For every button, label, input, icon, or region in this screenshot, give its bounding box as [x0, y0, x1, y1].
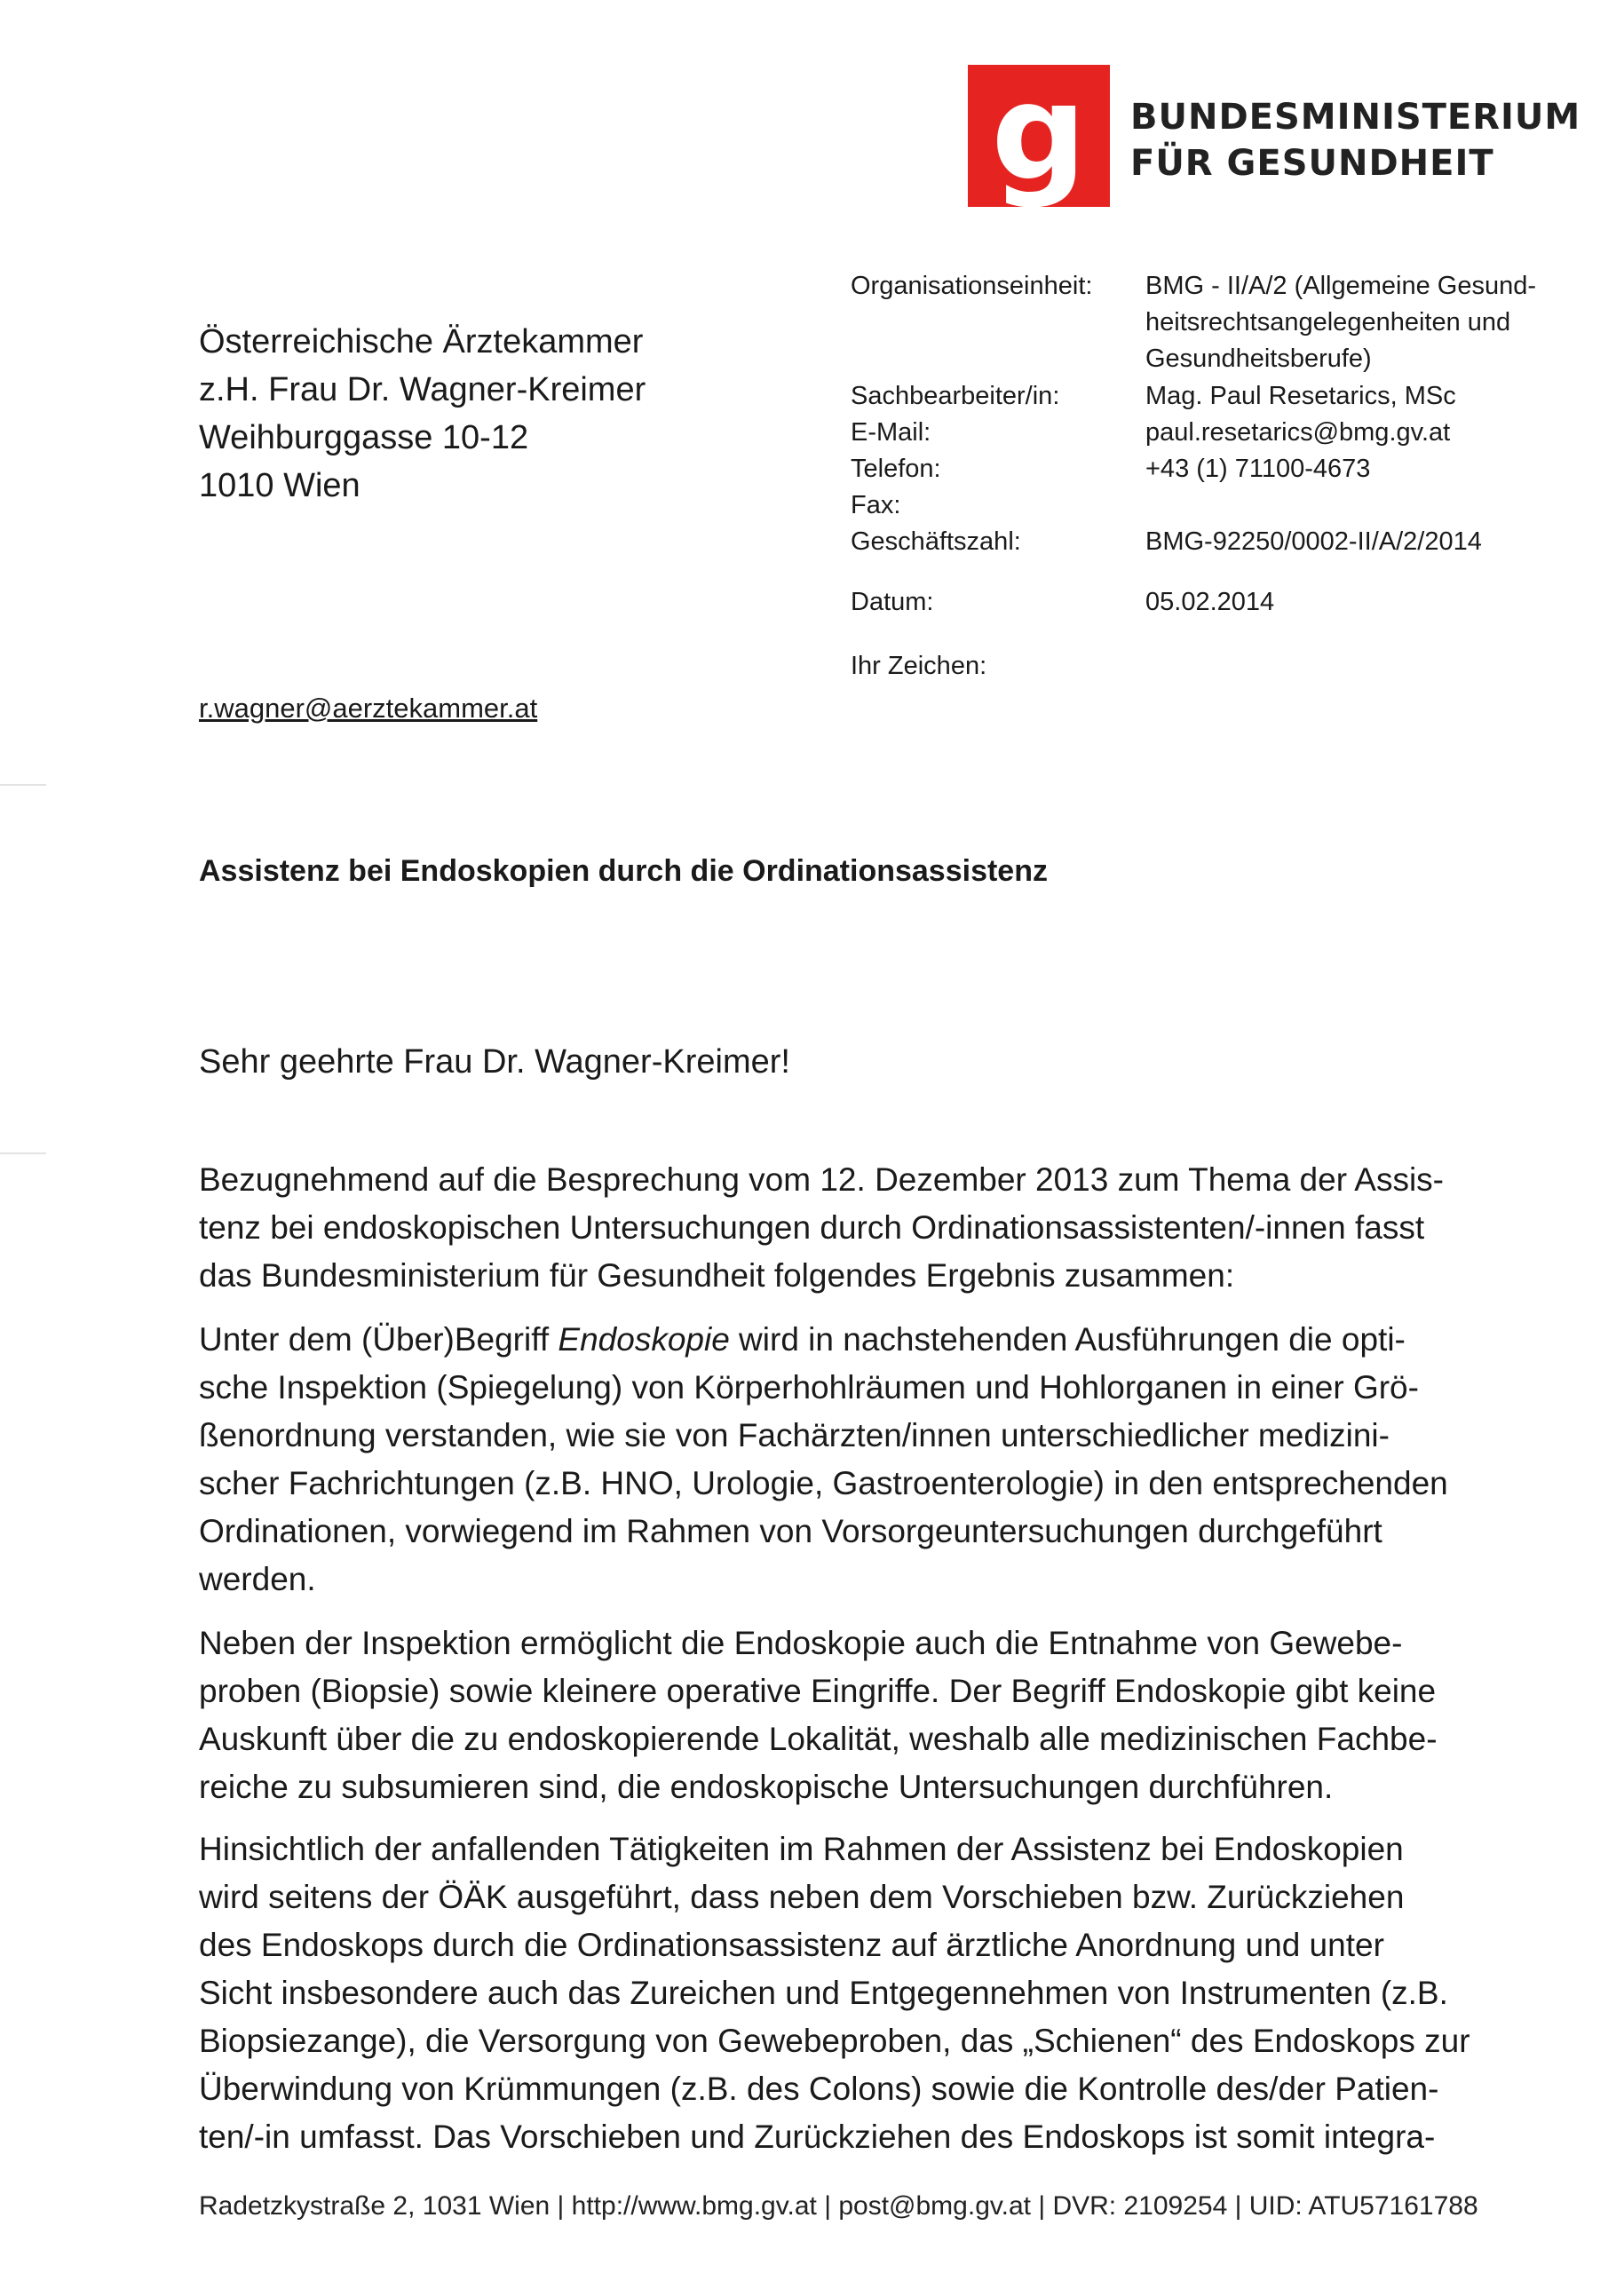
- body-line: reiche zu subsumieren sind, die endoskopische Untersuchungen durchführen.: [199, 1769, 1334, 1805]
- body-paragraph: [199, 1316, 1557, 1604]
- body-line: ßenordnung verstanden, wie sie von Fachärzten/innen unterschiedlicher medizini-: [199, 1417, 1390, 1453]
- body-line: tenz bei endoskopischen Untersuchungen durch Ordinationsassistenten/-innen fasst: [199, 1209, 1425, 1246]
- body-text: wird in nachstehenden Ausführungen die opti-: [729, 1321, 1406, 1358]
- body-paragraph: [199, 1156, 1557, 1300]
- body-line: Überwindung von Krümmungen (z.B. des Colons) sowie die Kontrolle des/der Patien-: [199, 2071, 1439, 2107]
- body-line: Hinsichtlich der anfallenden Tätigkeiten im Rahmen der Assistenz bei Endoskopien: [199, 1831, 1404, 1867]
- body-line: Biopsiezange), die Versorgung von Gewebeproben, das „Schienen“ des Endoskops zur: [199, 2023, 1470, 2059]
- body-line: sche Inspektion (Spiegelung) von Körperhohlräumen und Hohlorganen in einer Grö-: [199, 1369, 1419, 1406]
- date-label: Datum:: [851, 588, 934, 616]
- g-logo-icon: [968, 65, 1110, 207]
- phone-value: +43 (1) 71100-4673: [1145, 455, 1371, 483]
- recipient-line: 1010 Wien: [199, 467, 360, 504]
- ministry-logo: [968, 65, 1581, 207]
- body-line: des Endoskops durch die Ordinationsassistenz auf ärztliche Anordnung und unter: [199, 1927, 1384, 1963]
- letter-footer: Radetzkystraße 2, 1031 Wien | http://www.bmg.gv.at | post@bmg.gv.at | DVR: 2109254 | UID: ATU57161788: [199, 2191, 1478, 2221]
- org-unit-label: Organisationseinheit:: [851, 272, 1093, 300]
- body-line: [199, 1316, 1557, 1364]
- your-reference-label: Ihr Zeichen:: [851, 652, 987, 680]
- body-line: proben (Biopsie) sowie kleinere operative Eingriffe. Der Begriff Endoskopie gibt keine: [199, 1673, 1437, 1709]
- fold-mark: [0, 784, 46, 786]
- recipient-line: z.H. Frau Dr. Wagner-Kreimer: [199, 371, 646, 408]
- letter-subject: Assistenz bei Endoskopien durch die Ordinationsassistenz: [199, 854, 1048, 888]
- body-text: Unter dem (Über)Begriff: [199, 1321, 558, 1358]
- org-unit-line: BMG - II/A/2 (Allgemeine Gesund-: [1145, 272, 1536, 300]
- body-line: scher Fachrichtungen (z.B. HNO, Urologie, Gastroenterologie) in den entsprechenden: [199, 1465, 1448, 1501]
- date-value: 05.02.2014: [1145, 588, 1275, 616]
- org-unit-line: Gesundheitsberufe): [1145, 345, 1372, 373]
- email-value[interactable]: paul.resetarics@bmg.gv.at: [1145, 418, 1451, 447]
- recipient-line: Weihburggasse 10-12: [199, 419, 529, 456]
- body-line: ten/-in umfasst. Das Vorschieben und Zurückziehen des Endoskops ist somit integra-: [199, 2119, 1436, 2155]
- recipient-address: [199, 318, 646, 510]
- body-paragraph: [199, 1826, 1557, 2161]
- reference-number-label: Geschäftszahl:: [851, 527, 1021, 556]
- reference-number-value: BMG-92250/0002-II/A/2/2014: [1145, 527, 1482, 556]
- body-line: Bezugnehmend auf die Besprechung vom 12. Dezember 2013 zum Thema der Assis-: [199, 1161, 1444, 1198]
- email-label: E-Mail:: [851, 418, 931, 447]
- salutation: Sehr geehrte Frau Dr. Wagner-Kreimer!: [199, 1043, 790, 1081]
- clerk-value: Mag. Paul Resetarics, MSc: [1145, 382, 1456, 410]
- body-line: werden.: [199, 1561, 316, 1597]
- body-line: das Bundesministerium für Gesundheit folgendes Ergebnis zusammen:: [199, 1257, 1235, 1294]
- ministry-name: [1130, 94, 1580, 186]
- org-unit-value: [1145, 268, 1536, 377]
- fax-label: Fax:: [851, 491, 901, 519]
- body-line: Sicht insbesondere auch das Zureichen und Entgegennehmen von Instrumenten (z.B.: [199, 1975, 1448, 2011]
- emphasized-term: Endoskopie: [558, 1321, 730, 1358]
- body-line: Ordinationen, vorwiegend im Rahmen von Vorsorgeuntersuchungen durchgeführt: [199, 1513, 1382, 1549]
- logo-letter: g: [991, 65, 1087, 207]
- recipient-line: Österreichische Ärztekammer: [199, 323, 644, 360]
- org-unit-line: heitsrechtsangelegenheiten und: [1145, 308, 1511, 337]
- body-line: wird seitens der ÖÄK ausgeführt, dass neben dem Vorschieben bzw. Zurückziehen: [199, 1879, 1405, 1915]
- ministry-name-line-2: FÜR GESUNDHEIT: [1130, 143, 1494, 184]
- phone-label: Telefon:: [851, 455, 941, 483]
- clerk-label: Sachbearbeiter/in:: [851, 382, 1060, 410]
- body-paragraph: [199, 1620, 1557, 1811]
- ministry-name-line-1: BUNDESMINISTERIUM: [1130, 97, 1581, 138]
- fold-mark: [0, 1152, 46, 1154]
- recipient-email-link[interactable]: r.wagner@aerztekammer.at: [199, 693, 538, 724]
- body-line: Neben der Inspektion ermöglicht die Endoskopie auch die Entnahme von Gewebe-: [199, 1625, 1403, 1661]
- body-line: Auskunft über die zu endoskopierende Lokalität, weshalb alle medizinischen Fachbe-: [199, 1721, 1438, 1757]
